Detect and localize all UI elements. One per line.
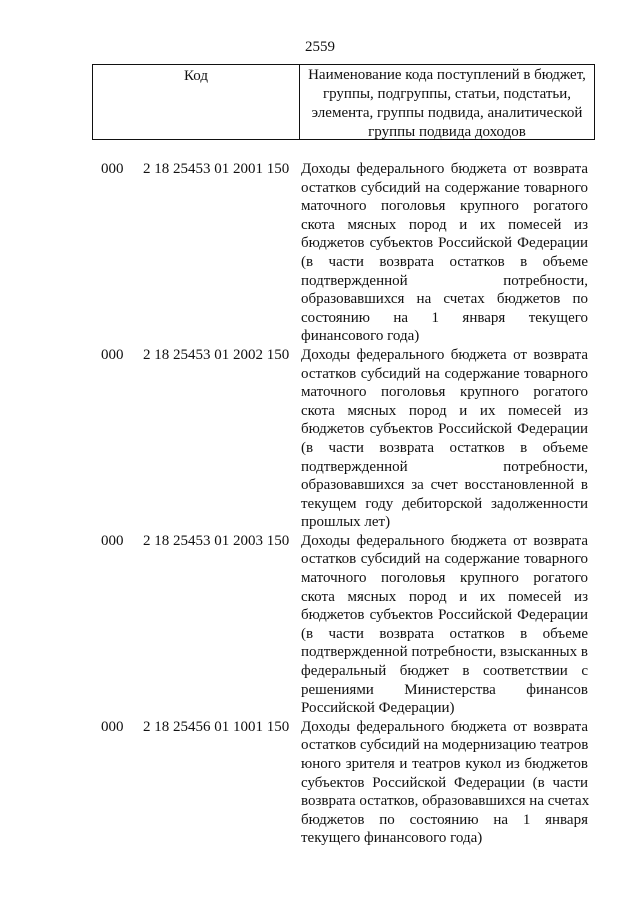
- description-line: скота мясных пород и их помесей из: [301, 216, 588, 233]
- table-row: [0, 532, 640, 718]
- description-line: бюджетов субъектов Российской Федерации: [301, 421, 588, 438]
- page-number: 2559: [305, 39, 335, 55]
- description-line: образовавшихся на счетах бюджетов по: [301, 291, 588, 308]
- description-line: прошлых лет): [301, 514, 391, 531]
- description-line: решениями Министерства финансов: [301, 681, 588, 698]
- description-line: возврата остатков, образовавшихся на счетах: [301, 793, 590, 810]
- income-code: 2 18 25453 01 2002 150: [143, 346, 290, 363]
- description-line: образовавшихся за счет восстановленной в: [301, 477, 588, 494]
- description-line: маточного поголовья крупного рогатого: [301, 384, 588, 401]
- income-description: [301, 532, 588, 718]
- description-line: субъектов Российской Федерации (в части: [301, 774, 588, 791]
- description-line: бюджетов субъектов Российской Федерации: [301, 235, 588, 252]
- table-row: [0, 346, 640, 532]
- description-line: бюджетов субъектов Российской Федерации: [301, 607, 588, 624]
- header-code-column: Код: [93, 65, 300, 139]
- description-line: (в части возврата остатков в объеме: [301, 253, 588, 270]
- header-name-column: Наименование кода поступлений в бюджет, группы, подгруппы, статьи, подстатьи, элемента, группы подвида, аналитической группы подвида доходов: [308, 67, 586, 140]
- description-line: подтвержденной потребности,: [301, 458, 588, 475]
- income-description: [301, 346, 588, 532]
- admin-code: 000: [101, 718, 124, 735]
- income-description: [301, 718, 588, 848]
- table-row: [0, 718, 640, 848]
- description-line: остатков субсидий на модернизацию театров: [301, 737, 589, 754]
- admin-code: 000: [101, 346, 124, 363]
- description-line: маточного поголовья крупного рогатого: [301, 198, 588, 215]
- description-line: остатков субсидий на содержание товарного: [301, 551, 588, 568]
- description-line: скота мясных пород и их помесей из: [301, 402, 588, 419]
- description-line: подтвержденной потребности,: [301, 272, 588, 289]
- description-line: текущем году дебиторской задолженности: [301, 495, 588, 512]
- income-description: [301, 160, 588, 346]
- description-line: Доходы федерального бюджета от возврата: [301, 346, 588, 363]
- admin-code: 000: [101, 532, 124, 549]
- admin-code: 000: [101, 161, 124, 177]
- table-header: [92, 64, 595, 140]
- description-line: финансового года): [301, 328, 420, 345]
- description-line: остатков субсидий на содержание товарного: [301, 179, 588, 196]
- description-line: состоянию на 1 января текущего: [301, 309, 588, 326]
- table-row: [0, 160, 640, 346]
- description-line: Доходы федерального бюджета от возврата: [301, 718, 588, 735]
- description-line: бюджетов по состоянию на 1 января: [301, 811, 588, 828]
- description-line: подтвержденной потребности, взысканных в: [301, 644, 588, 661]
- income-code-list: [0, 160, 640, 848]
- description-line: федеральный бюджет в соответствии с: [301, 663, 588, 680]
- description-line: Российской Федерации): [301, 700, 455, 717]
- description-line: Доходы федерального бюджета от возврата: [301, 532, 588, 549]
- description-line: Доходы федерального бюджета от возврата: [301, 161, 588, 177]
- description-line: скота мясных пород и их помесей из: [301, 588, 588, 605]
- income-code: 2 18 25453 01 2001 150: [143, 161, 290, 177]
- description-line: (в части возврата остатков в объеме: [301, 439, 588, 456]
- income-code: 2 18 25453 01 2003 150: [143, 532, 290, 549]
- description-line: (в части возврата остатков в объеме: [301, 625, 588, 642]
- description-line: остатков субсидий на содержание товарного: [301, 365, 588, 382]
- description-line: юного зрителя и театров кукол из бюджетов: [301, 756, 588, 772]
- income-code: 2 18 25456 01 1001 150: [143, 718, 290, 735]
- description-line: текущего финансового года): [301, 830, 483, 847]
- description-line: маточного поголовья крупного рогатого: [301, 570, 588, 587]
